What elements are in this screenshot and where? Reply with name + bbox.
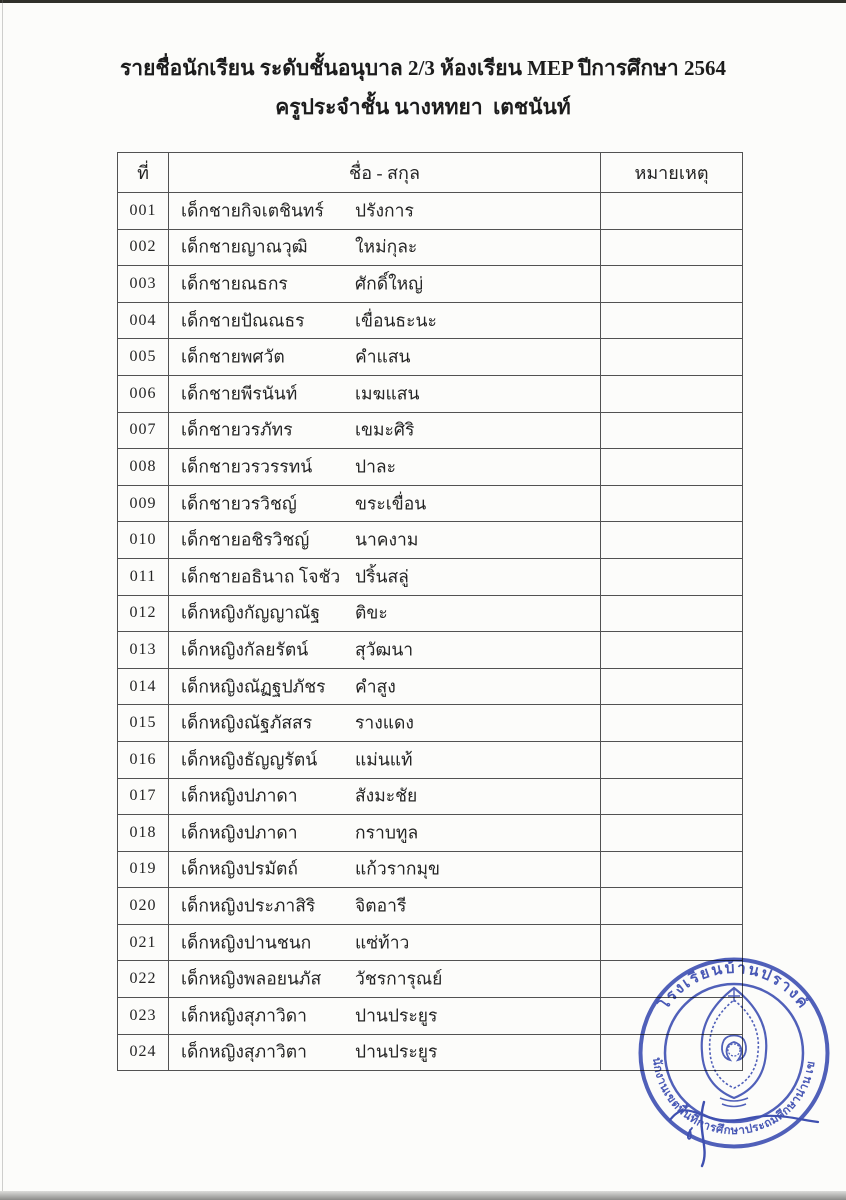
table-row — [118, 888, 743, 925]
row-number: 005 — [118, 339, 169, 376]
row-first-name: เด็กชายกิจเตชินทร์ — [181, 200, 324, 221]
table-row — [118, 229, 743, 266]
scan-edge-top — [0, 0, 846, 3]
row-name-cell — [169, 522, 601, 559]
row-first-name: เด็กหญิงกัญญาณัฐ — [181, 602, 321, 623]
row-name-cell — [169, 375, 601, 412]
row-note — [601, 193, 743, 230]
header-number: ที่ — [118, 153, 169, 193]
row-first-name: เด็กหญิงปภาดา — [181, 785, 298, 806]
row-number: 017 — [118, 778, 169, 815]
row-number: 004 — [118, 302, 169, 339]
row-last-name: คำแสน — [355, 346, 411, 367]
page-subtitle: ครูประจำชั้น นางหทยา เตชนันท์ — [275, 95, 571, 119]
stamp-bottom-text: สำนักงานเขตพื้นที่การศึกษาประถมศึกษาน่าน เขต 2 — [625, 943, 818, 1138]
signature — [670, 1102, 818, 1166]
row-note — [601, 888, 743, 925]
row-note — [601, 705, 743, 742]
row-name-cell — [169, 778, 601, 815]
student-roster-table — [117, 152, 743, 1071]
row-note — [601, 375, 743, 412]
row-number: 019 — [118, 851, 169, 888]
table-row — [118, 705, 743, 742]
row-name-cell — [169, 266, 601, 303]
row-last-name: กราบทูล — [355, 822, 419, 843]
row-last-name: ใหม่กุละ — [355, 236, 418, 257]
row-number: 013 — [118, 632, 169, 669]
row-note — [601, 266, 743, 303]
row-last-name: ปริ้นสลู่ — [355, 566, 409, 587]
row-number: 008 — [118, 449, 169, 486]
row-name-cell — [169, 558, 601, 595]
row-last-name: นาคงาม — [355, 529, 419, 550]
row-last-name: แม่นแท้ — [355, 749, 413, 770]
row-number: 018 — [118, 815, 169, 852]
row-last-name: ปรังการ — [355, 200, 414, 221]
row-name-cell — [169, 998, 601, 1035]
row-name-cell — [169, 1034, 601, 1071]
row-note — [601, 924, 743, 961]
row-name-cell — [169, 705, 601, 742]
row-first-name: เด็กหญิงปรมัตถ์ — [181, 858, 298, 879]
table-row — [118, 302, 743, 339]
row-first-name: เด็กชายอชิรวิชญ์ — [181, 529, 310, 550]
header-name: ชื่อ - สกุล — [169, 153, 601, 193]
row-name-cell — [169, 339, 601, 376]
row-note — [601, 485, 743, 522]
row-number: 014 — [118, 668, 169, 705]
row-name-cell — [169, 632, 601, 669]
row-number: 021 — [118, 924, 169, 961]
row-note — [601, 522, 743, 559]
row-name-cell — [169, 412, 601, 449]
row-note — [601, 339, 743, 376]
row-number: 010 — [118, 522, 169, 559]
row-last-name: ศักดิ์ใหญ่ — [355, 273, 424, 294]
table-row — [118, 266, 743, 303]
table-row — [118, 375, 743, 412]
page-title: รายชื่อนักเรียน ระดับชั้นอนุบาล 2/3 ห้องเรียน MEP ปีการศึกษา 2564 — [120, 56, 726, 80]
row-number: 001 — [118, 193, 169, 230]
row-name-cell — [169, 595, 601, 632]
row-name-cell — [169, 851, 601, 888]
row-last-name: ขระเขื่อน — [355, 492, 427, 513]
row-first-name: เด็กหญิงปานชนก — [181, 932, 312, 953]
row-note — [601, 998, 743, 1035]
table-row — [118, 595, 743, 632]
scan-edge-bottom — [0, 1191, 846, 1200]
table-row — [118, 815, 743, 852]
row-note — [601, 558, 743, 595]
row-last-name: คำสูง — [355, 675, 396, 696]
row-number: 002 — [118, 229, 169, 266]
table-row — [118, 851, 743, 888]
row-first-name: เด็กชายวรภัทร — [181, 419, 293, 440]
row-last-name: เขมะศิริ — [355, 419, 415, 440]
row-last-name: วัชรการุณย์ — [355, 968, 443, 989]
row-first-name: เด็กชายอธินาถ โจชัว — [181, 566, 341, 587]
row-first-name: เด็กชายวรวรรทน์ — [181, 456, 313, 477]
row-first-name: เด็กหญิงสุภาวิตา — [181, 1041, 307, 1062]
row-first-name: เด็กหญิงพลอยนภัส — [181, 968, 322, 989]
row-first-name: เด็กชายวรวิชญ์ — [181, 492, 297, 513]
row-name-cell — [169, 924, 601, 961]
row-number: 023 — [118, 998, 169, 1035]
table-row — [118, 778, 743, 815]
table-row — [118, 193, 743, 230]
table-row — [118, 924, 743, 961]
row-first-name: เด็กหญิงปภาดา — [181, 822, 298, 843]
row-note — [601, 961, 743, 998]
stamp-top-text: โรงเรียนบ้านปรางค์ — [655, 959, 813, 1013]
row-name-cell — [169, 449, 601, 486]
row-last-name: เขื่อนธะนะ — [355, 310, 437, 331]
table-row — [118, 412, 743, 449]
row-first-name: เด็กหญิงณัฏฐปภัชร — [181, 675, 326, 696]
row-first-name: เด็กหญิงกัลยรัตน์ — [181, 639, 309, 660]
table-row — [118, 522, 743, 559]
row-name-cell — [169, 229, 601, 266]
row-note — [601, 778, 743, 815]
row-last-name: สุวัฒนา — [355, 639, 414, 660]
row-name-cell — [169, 302, 601, 339]
row-note — [601, 302, 743, 339]
row-note — [601, 1034, 743, 1071]
row-number: 003 — [118, 266, 169, 303]
row-first-name: เด็กหญิงณัฐภัสสร — [181, 712, 313, 733]
row-last-name: ปานประยูร — [355, 1005, 438, 1026]
table-row — [118, 1034, 743, 1071]
row-number: 007 — [118, 412, 169, 449]
row-name-cell — [169, 668, 601, 705]
row-last-name: เมฆแสน — [355, 383, 420, 404]
row-number: 016 — [118, 741, 169, 778]
row-note — [601, 668, 743, 705]
row-name-cell — [169, 815, 601, 852]
row-first-name: เด็กชายณธกร — [181, 273, 288, 294]
table-row — [118, 741, 743, 778]
row-note — [601, 595, 743, 632]
row-note — [601, 449, 743, 486]
row-last-name: แซ่ท้าว — [355, 932, 410, 953]
table-row — [118, 632, 743, 669]
row-number: 011 — [118, 558, 169, 595]
row-note — [601, 412, 743, 449]
row-note — [601, 741, 743, 778]
table-row — [118, 558, 743, 595]
table-header-row — [118, 153, 743, 193]
row-name-cell — [169, 961, 601, 998]
row-last-name: แก้วรากมุข — [355, 858, 441, 879]
table-row — [118, 668, 743, 705]
row-note — [601, 851, 743, 888]
row-name-cell — [169, 741, 601, 778]
row-last-name: จิตอารี — [355, 895, 407, 916]
row-note — [601, 229, 743, 266]
row-number: 022 — [118, 961, 169, 998]
row-number: 020 — [118, 888, 169, 925]
row-last-name: สังมะชัย — [355, 785, 418, 806]
row-first-name: เด็กหญิงสุภาวิดา — [181, 1005, 307, 1026]
row-number: 012 — [118, 595, 169, 632]
table-row — [118, 485, 743, 522]
row-number: 015 — [118, 705, 169, 742]
row-name-cell — [169, 888, 601, 925]
row-number: 009 — [118, 485, 169, 522]
row-name-cell — [169, 193, 601, 230]
table-row — [118, 339, 743, 376]
row-first-name: เด็กชายญาณวุฒิ — [181, 236, 308, 257]
row-number: 024 — [118, 1034, 169, 1071]
table-row — [118, 961, 743, 998]
scan-edge-left — [2, 0, 3, 1200]
row-first-name: เด็กหญิงประภาสิริ — [181, 895, 316, 916]
table-row — [118, 998, 743, 1035]
table-row — [118, 449, 743, 486]
row-last-name: ปานประยูร — [355, 1041, 438, 1062]
row-number: 006 — [118, 375, 169, 412]
row-note — [601, 815, 743, 852]
header-note: หมายเหตุ — [601, 153, 743, 193]
row-note — [601, 632, 743, 669]
row-first-name: เด็กชายพีรนันท์ — [181, 383, 298, 404]
row-last-name: รางแดง — [355, 712, 414, 733]
row-last-name: ปาละ — [355, 456, 397, 477]
row-last-name: ติขะ — [355, 602, 388, 623]
row-first-name: เด็กหญิงธัญญรัตน์ — [181, 749, 318, 770]
row-first-name: เด็กชายพศวัต — [181, 346, 285, 367]
row-name-cell — [169, 485, 601, 522]
row-first-name: เด็กชายปัณณธร — [181, 310, 305, 331]
